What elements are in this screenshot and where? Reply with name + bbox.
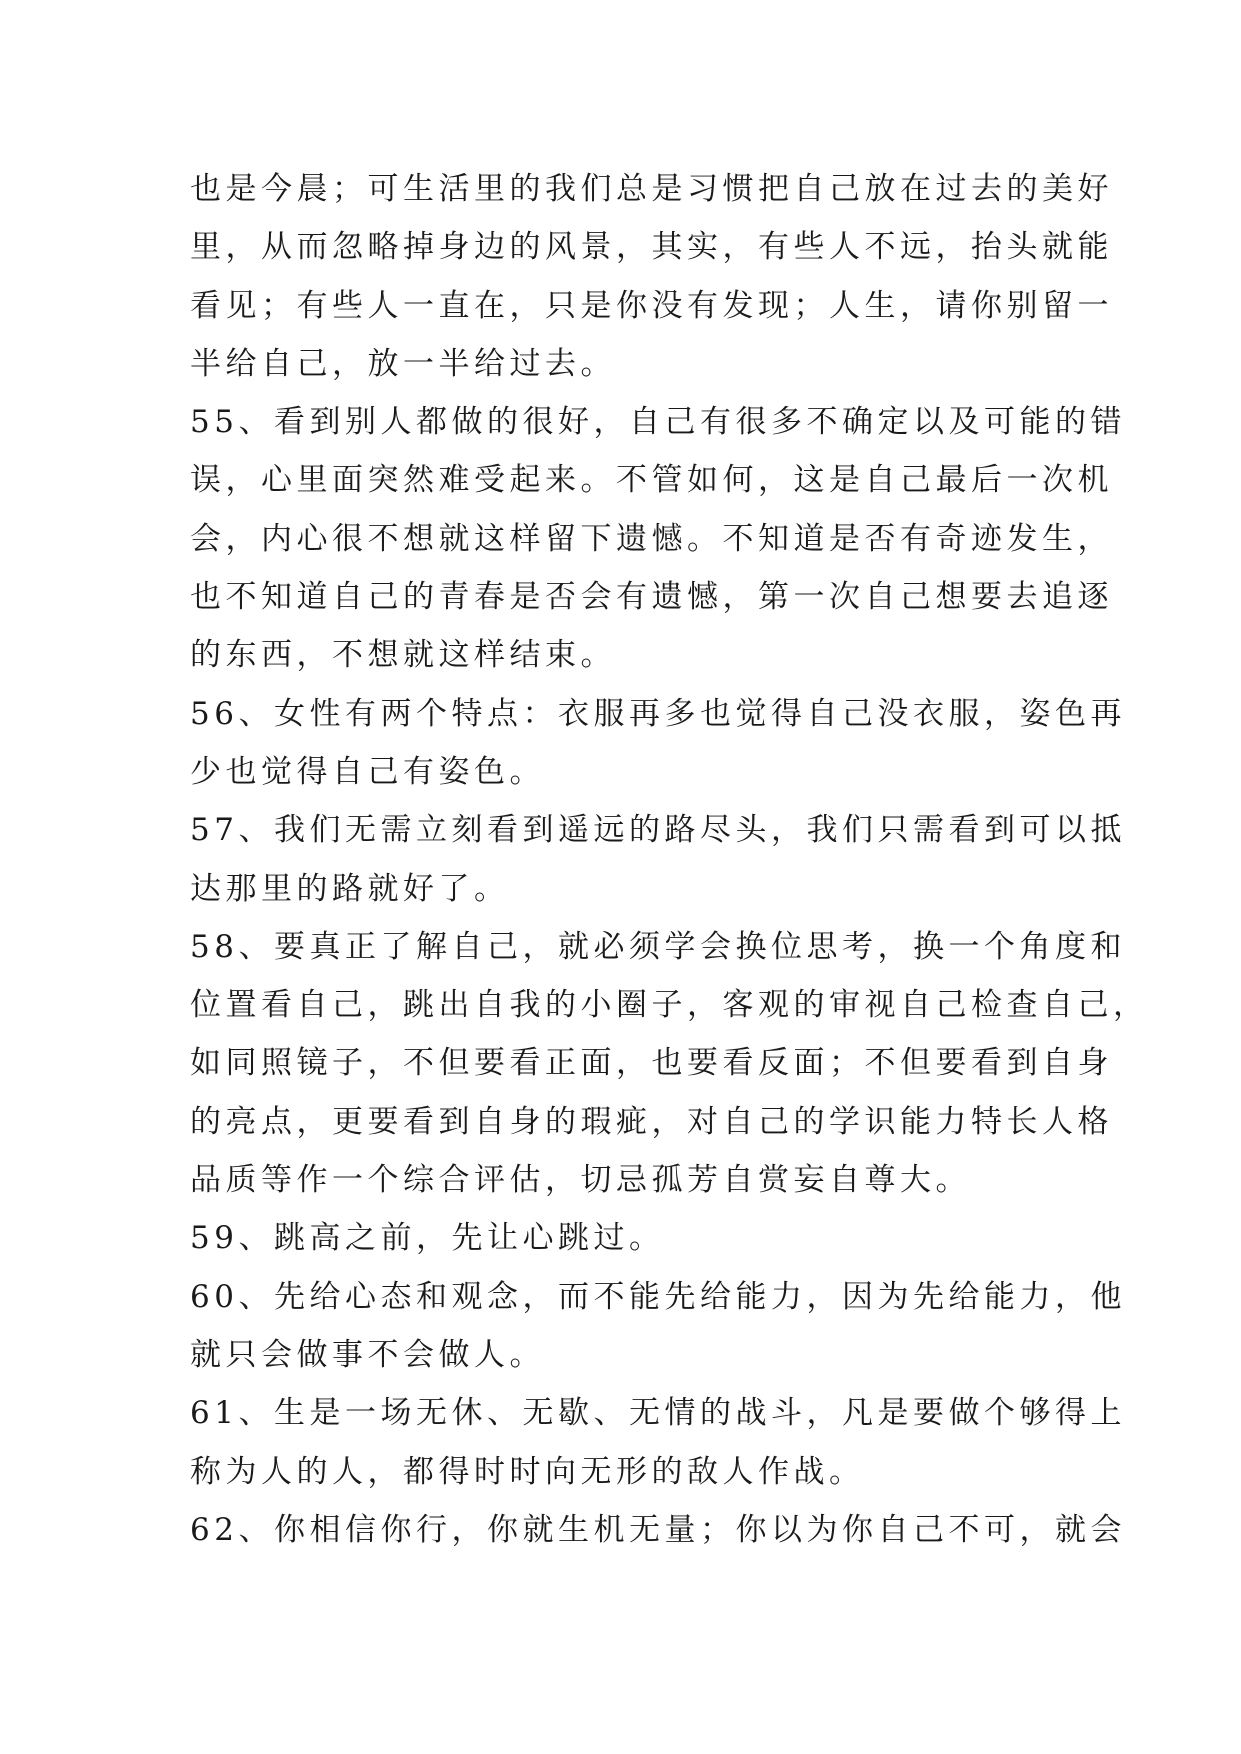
paragraph-item-55 — [190, 393, 1126, 684]
text-line: 品质等作一个综合评估，切忌孤芳自赏妄自尊大。 — [190, 1162, 971, 1199]
text-line: 位置看自己，跳出自我的小圈子，客观的审视自己检查自己， — [190, 987, 1149, 1024]
paragraph-item-60 — [190, 1268, 1126, 1385]
text-line: 如同照镜子，不但要看正面，也要看反面；不但要看到自身 — [190, 1045, 1113, 1082]
text-line: 半给自己，放一半给过去。 — [190, 345, 616, 382]
paragraph-item-58 — [190, 918, 1149, 1209]
text-line: 58、要真正了解自己，就必须学会换位思考，换一个角度和 — [190, 928, 1126, 965]
text-line: 也是今晨；可生活里的我们总是习惯把自己放在过去的美好 — [190, 171, 1113, 207]
text-line: 55、看到别人都做的很好，自己有很多不确定以及可能的错 — [190, 404, 1126, 441]
text-line: 会，内心很不想就这样留下遗憾。不知道是否有奇迹发生， — [190, 520, 1113, 557]
text-line: 56、女性有两个特点：衣服再多也觉得自己没衣服，姿色再 — [190, 695, 1126, 732]
text-line: 的亮点，更要看到自身的瑕疵，对自己的学识能力特长人格 — [190, 1103, 1113, 1140]
text-line: 也不知道自己的青春是否会有遗憾，第一次自己想要去追逐 — [190, 579, 1113, 616]
text-line: 62、你相信你行，你就生机无量；你以为你自己不可，就会 — [190, 1511, 1126, 1548]
text-line: 看见；有些人一直在，只是你没有发现；人生，请你别留一 — [190, 287, 1113, 324]
text-line: 少也觉得自己有姿色。 — [190, 753, 545, 790]
text-line: 称为人的人，都得时时向无形的敌人作战。 — [190, 1453, 865, 1490]
text-line: 60、先给心态和观念，而不能先给能力，因为先给能力，他 — [190, 1278, 1126, 1315]
paragraph-continuation — [190, 160, 1113, 393]
paragraph-item-62 — [190, 1501, 1126, 1559]
text-line: 误，心里面突然难受起来。不管如何，这是自己最后一次机 — [190, 462, 1113, 499]
document-page — [190, 160, 1149, 1559]
text-line: 达那里的路就好了。 — [190, 870, 510, 907]
paragraph-item-61 — [190, 1384, 1126, 1501]
text-line: 59、跳高之前，先让心跳过。 — [190, 1220, 665, 1257]
text-line: 57、我们无需立刻看到遥远的路尽头，我们只需看到可以抵 — [190, 812, 1126, 849]
paragraph-item-59 — [190, 1209, 1070, 1267]
text-line: 里，从而忽略掉身边的风景，其实，有些人不远，抬头就能 — [190, 229, 1113, 266]
text-line: 61、生是一场无休、无歇、无情的战斗，凡是要做个够得上 — [190, 1395, 1126, 1432]
paragraph-item-57 — [190, 801, 1126, 918]
paragraph-item-56 — [190, 685, 1126, 802]
text-line: 的东西，不想就这样结束。 — [190, 637, 616, 674]
text-line: 就只会做事不会做人。 — [190, 1336, 545, 1373]
